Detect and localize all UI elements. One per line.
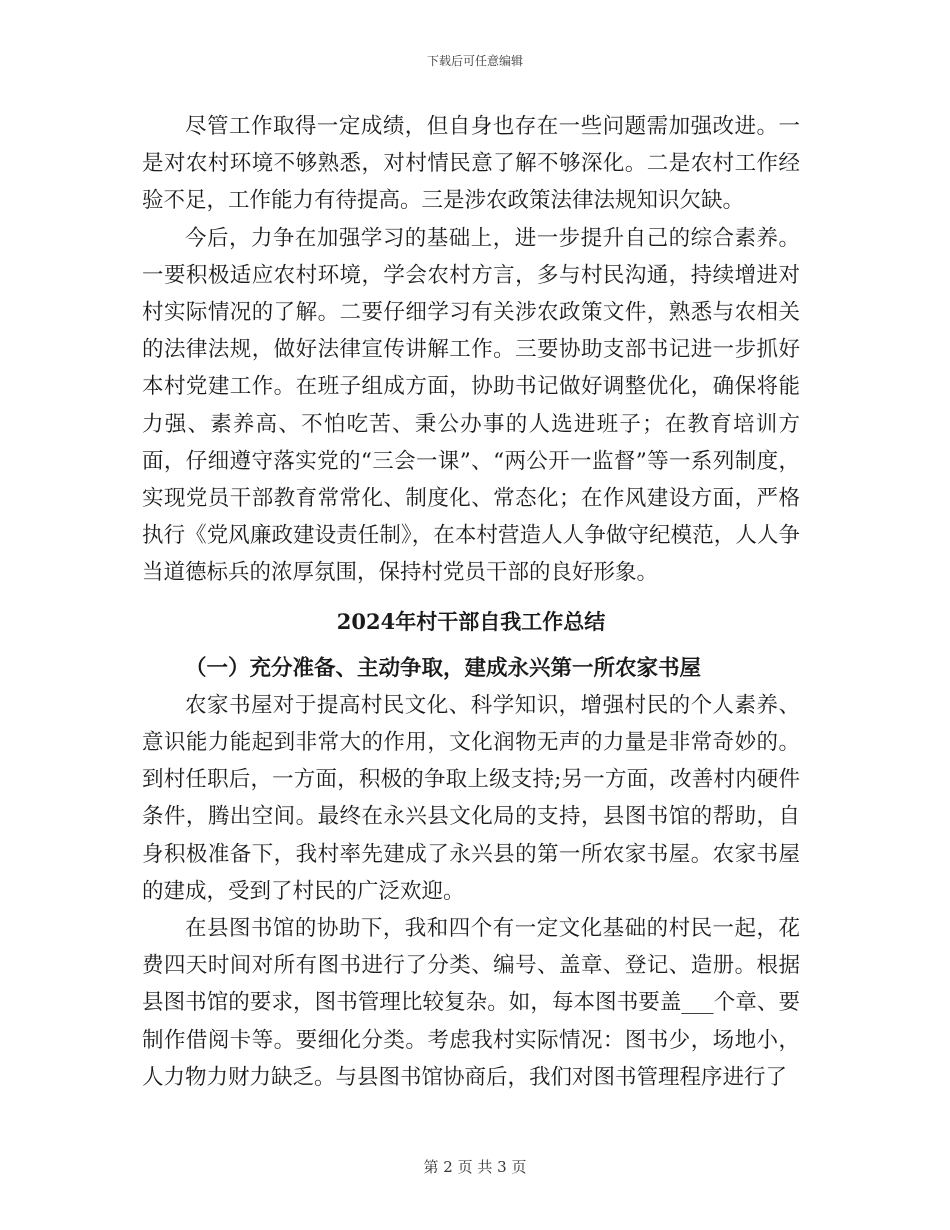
document-title: 2024年村干部自我工作总结	[336, 608, 606, 634]
paragraph-library-intro: 农家书屋对于提高村民文化、科学知识，增强村民的个人素养、意识能力能起到非常大的作用，文化润物无声的力量是非常奇妙的。到村任职后，一方面，积极的争取上级支持;另一方面，改善村内硬件条件，腾出空间。最终在永兴县文化局的支持，县图书馆的帮助，自身积极准备下，我村率先建成了永兴县的第一所农家书屋。农家书屋的建成，受到了村民的广泛欢迎。	[142, 692, 800, 904]
paragraph-library-management: 在县图书馆的协助下，我和四个有一定文化基础的村民一起，花费四天时间对所有图书进行了分类、编号、盖章、登记、造册。根据县图书馆的要求，图书管理比较复杂。如，每本图书要盖___个章、要制作借阅卡等。要细化分类。考虑我村实际情况：图书少，场地小，人力物力财力缺乏。与县图书馆协商后，我们对图书管理程序进行了	[142, 916, 800, 1090]
section-heading-1: （一）充分准备、主动争取，建成永兴第一所农家书屋	[185, 655, 702, 681]
paragraph-future-plans: 今后，力争在加强学习的基础上，进一步提升自己的综合素养。一要积极适应农村环境，学会农村方言，多与村民沟通，持续增进对村实际情况的了解。二要仔细学习有关涉农政策文件，熟悉与农相关的法律法规，做好法律宣传讲解工作。三要协助支部书记进一步抓好本村党建工作。在班子组成方面，协助书记做好调整优化，确保将能力强、素养高、不怕吃苦、秉公办事的人选进班子；在教育培训方面，仔细遵守落实党的“三会一课”、“两公开一监督”等一系列制度，实现党员干部教育常常化、制度化、常态化；在作风建设方面，严格执行《党风廉政建设责任制》，在本村营造人人争做守纪模范，人人争当道德标兵的浓厚氛围，保持村党员干部的良好形象。	[142, 225, 800, 586]
page-number-footer: 第 2 页 共 3 页	[423, 1158, 527, 1176]
paragraph-shortcomings: 尽管工作取得一定成绩，但自身也存在一些问题需加强改进。一是对农村环境不够熟悉，对村情民意了解不够深化。二是农村工作经验不足，工作能力有待提高。三是涉农政策法律法规知识欠缺。	[142, 114, 800, 214]
page-header-note: 下载后可任意编辑	[426, 54, 523, 68]
document-body	[142, 108, 800, 1096]
